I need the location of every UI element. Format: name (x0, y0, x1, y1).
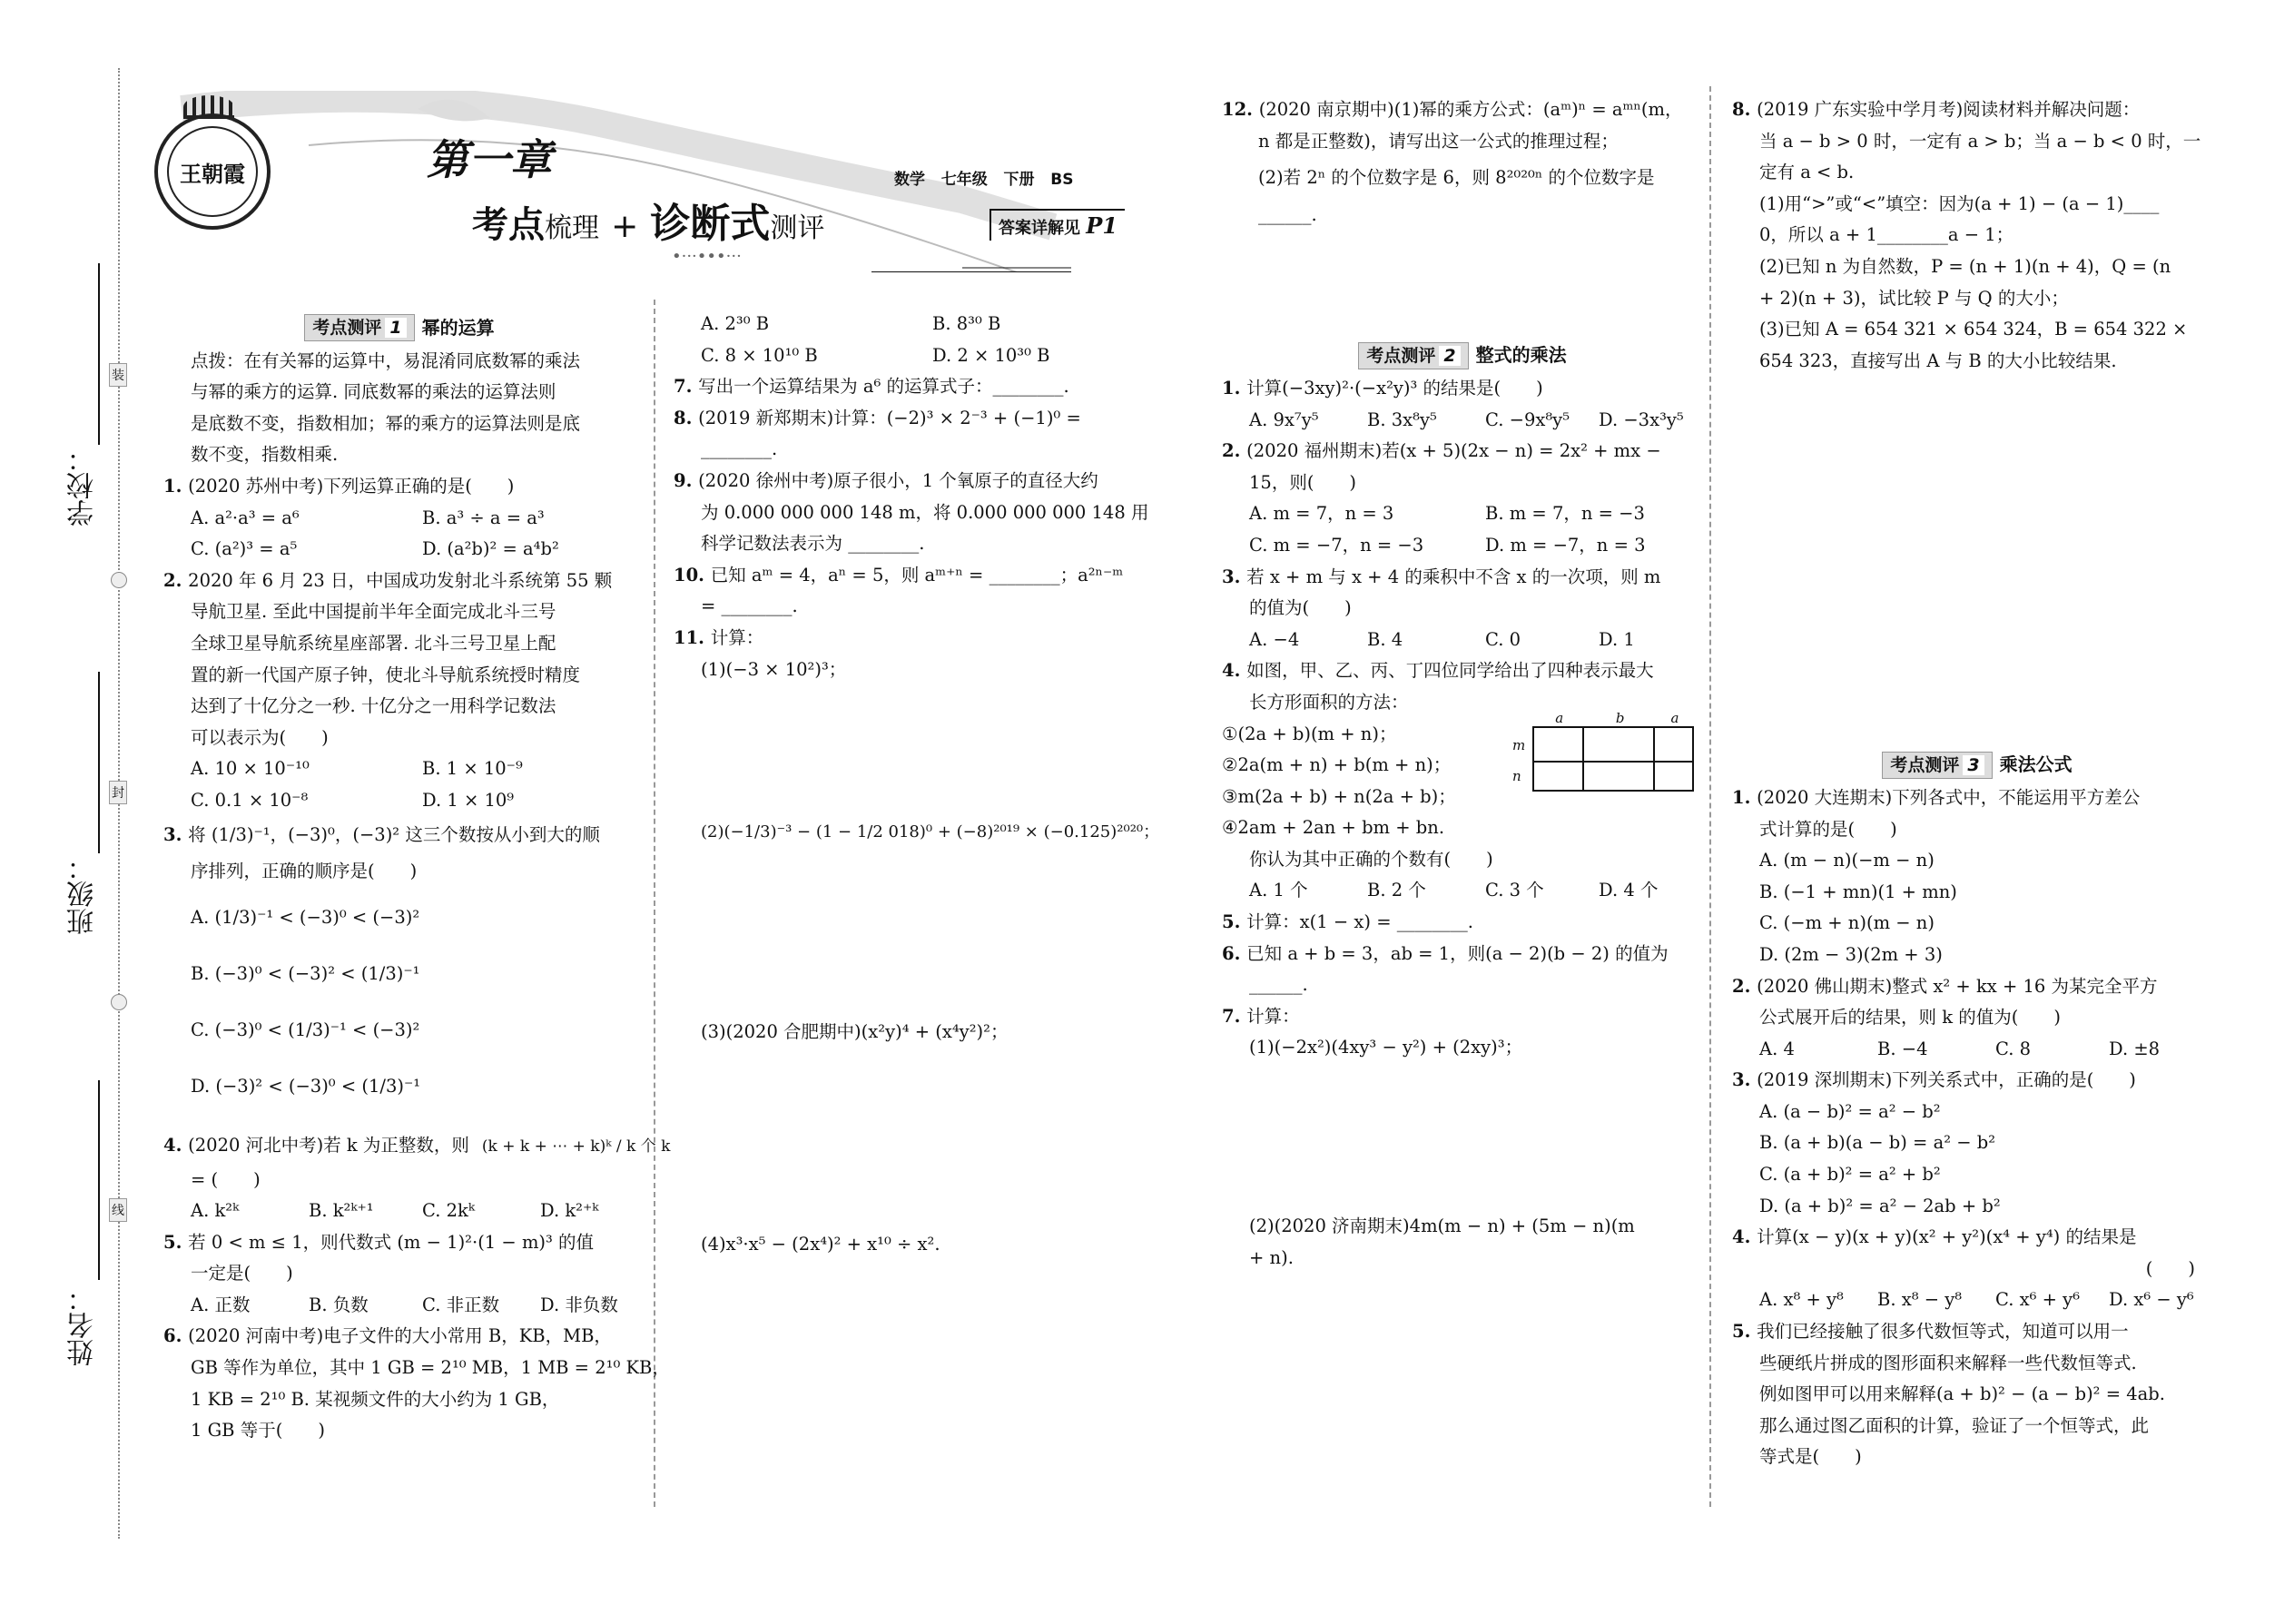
option[interactable]: A. (1/3)⁻¹ < (−3)⁰ < (−3)² (191, 906, 420, 928)
binding-seal-3: 线 (109, 1198, 127, 1222)
column-1 (163, 310, 671, 1447)
logo-badge (154, 113, 271, 230)
fraction-expression: (k + k + ⋯ + k)ᵏ / k 个 k (481, 1137, 671, 1156)
sub-question-2: (2)(2020 济南期末)4m(m − n) + (5m − n)(m (1249, 1216, 1635, 1237)
option[interactable]: D. 4 个 (1599, 880, 1659, 901)
option[interactable]: A. (a − b)² = a² − b² (1759, 1100, 1941, 1122)
question-4: 4. 如图，甲、乙、丙、丁四位同学给出了四种表示最大 长方形面积的方法： ①(2a + b)(m + n)； ②2a(m + n) + b(m + n)； ③m(2a + b) + n(2a + b)； ④2am + 2an + bm + bn. 你认为其中正确的个数有( ) A. 1 个 B. 2 个 C. 3 个 D. 4 个 a b a m n (1222, 655, 1703, 907)
option[interactable]: C. −9x⁸y⁵ (1485, 408, 1570, 430)
question-5: 5. 若 0 < m ≤ 1，则代数式 (m − 1)²·(1 − m)³ 的值 一定是( ) A. 正数 B. 负数 C. 非正数 D. 非负数 (163, 1227, 635, 1322)
question-5: 5. 我们已经接触了很多代数恒等式，知道可以用一 些硬纸片拼成的图形面积来解释一些代数恒等式. 例如图甲可以用来解释(a + b)² − (a − b)² = 4ab. 那么通过图乙面积的计算，验证了一个恒等式，此 等式是( ) (1732, 1321, 2165, 1468)
question-2: 2. (2020 福州期末)若(x + 5)(2x − n) = 2x² + mx − 15，则( ) A. m = 7，n = 3 B. m = 7，n = −3 C. m = −7，n = −3 D. m = −7，n = 3 (1222, 436, 1703, 561)
option[interactable]: B. 8³⁰ B (932, 313, 1001, 334)
option[interactable]: C. (a²)³ = a⁵ (191, 538, 298, 560)
figure-label-a: a (1670, 710, 1679, 727)
question-3: 3. 若 x + m 与 x + 4 的乘积中不含 x 的一次项，则 m 的值为( ) A. −4 B. 4 C. 0 D. 1 (1222, 562, 1703, 656)
binding-hole-1 (111, 572, 127, 588)
option[interactable]: D. ±8 (2109, 1038, 2161, 1059)
question-7: 7. 计算： (1)(−2x²)(4xy³ − y²) + (2xy)³； (2)(2020 济南期末)4m(m − n) + (5m − n)(m + n). (1222, 1001, 1703, 1274)
section-tag: 考点测评 1 (304, 314, 414, 341)
question-3: 3. (2019 深圳期末)下列关系式中，正确的是( ) A. (a − b)² = a² − b² B. (a + b)(a − b) = a² − b² C. (a + b)² = a² + b² D. (a + b)² = a² − 2ab + b² (1732, 1065, 2222, 1222)
figure-label-n: n (1512, 768, 1521, 785)
figure-label-a: a (1555, 710, 1564, 727)
option[interactable]: C. (a + b)² = a² + b² (1759, 1164, 1941, 1186)
section-heading-3 (1732, 749, 2222, 781)
figure-label-m: m (1512, 737, 1526, 754)
logo-text: 王朝霞 (180, 160, 245, 187)
option[interactable]: D. (−3)² < (−3)⁰ < (1/3)⁻¹ (191, 1075, 421, 1097)
option[interactable]: A. 10 × 10⁻¹⁰ (191, 758, 310, 780)
section-title: 幂的运算 (421, 317, 495, 339)
question-6: 6. (2020 河南中考)电子文件的大小常用 B，KB，MB， GB 等作为单位，其中 1 GB = 2¹⁰ MB，1 MB = 2¹⁰ KB， 1 KB = 2¹⁰ B. 某视频文件的大小约为 1 GB， 1 GB 等于( ) (163, 1325, 670, 1442)
option[interactable]: A. 9x⁷y⁵ (1249, 408, 1319, 430)
binding-seal-1: 装 (109, 363, 127, 387)
option[interactable]: C. 2kᵏ (422, 1200, 475, 1222)
option[interactable]: A. 1 个 (1249, 880, 1308, 901)
question-5[interactable]: 5. 计算：x(1 − x) = ________. (1222, 911, 1473, 933)
option[interactable]: A. (m − n)(−m − n) (1759, 850, 1935, 871)
section-tag: 考点测评 3 (1882, 752, 1992, 779)
question-2: 2. 2020 年 6 月 23 日，中国成功发射北斗系统第 55 颗 导航卫星. 至此中国提前半年全面完成北斗三号 全球卫星导航系统星座部署. 北斗三号卫星上配 置的新一代国产原子钟，使北斗导航系统授时精度 达到了十亿分之一秒. 十亿分之一用科学记数法 可以表示为( ) A. 10 × 10⁻¹⁰ B. 1 × 10⁻⁹ C. 0.1 × 10⁻⁸ D. 1 × 10⁹ (163, 566, 635, 817)
option[interactable]: D. (2m − 3)(2m + 3) (1759, 943, 1943, 965)
option[interactable]: B. 负数 (309, 1294, 369, 1315)
option[interactable]: C. m = −7，n = −3 (1249, 534, 1424, 556)
binding-seal-2: 封 (109, 781, 127, 804)
sub-question-1: (1)(−2x²)(4xy³ − y²) + (2xy)³； (1249, 1037, 1523, 1058)
chapter-title: 第一章 (427, 135, 552, 184)
question-6[interactable]: 6. 已知 a + b = 3，ab = 1，则(a − 2)(b − 2) 的值为 ______. (1222, 942, 1669, 996)
option[interactable]: D. 1 × 10⁹ (422, 789, 515, 811)
name-label: 姓名： (67, 1284, 99, 1366)
option[interactable]: A. m = 7，n = 3 (1249, 503, 1394, 525)
section-title: 乘法公式 (1999, 753, 2072, 776)
column-2 (674, 309, 1160, 1261)
option[interactable]: B. (−3)⁰ < (−3)² < (1/3)⁻¹ (191, 962, 420, 984)
option[interactable]: A. k²ᵏ (191, 1200, 240, 1222)
logo-crown-icon (183, 95, 234, 119)
option[interactable]: B. a³ ÷ a = a³ (422, 507, 545, 528)
school-label: 学校： (67, 445, 99, 527)
question-4: 4. 计算(x − y)(x + y)(x² + y²)(x⁴ + y⁴) 的结果是 ( ) A. x⁸ + y⁸ B. x⁸ − y⁸ C. x⁶ + y⁶ D. x⁶ − y⁶ (1732, 1222, 2222, 1316)
option[interactable]: D. x⁶ − y⁶ (2109, 1289, 2194, 1311)
option[interactable]: B. 1 × 10⁻⁹ (422, 758, 523, 780)
question-1: 1. (2020 大连期末)下列各式中，不能运用平方差公 式计算的是( ) A. (m − n)(−m − n) B. (−1 + mn)(1 + mn) C. (−m + n)(m − n) D. (2m − 3)(2m + 3) (1732, 782, 2222, 971)
option[interactable]: B. m = 7，n = −3 (1485, 503, 1645, 525)
option[interactable]: B. 2 个 (1367, 880, 1426, 901)
option[interactable]: D. −3x³y⁵ (1599, 408, 1684, 430)
option[interactable]: B. 4 (1367, 628, 1403, 650)
question-2: 2. (2020 佛山期末)整式 x² + kx + 16 为某完全平方 公式展开后的结果，则 k 的值为( ) A. 4 B. −4 C. 8 D. ±8 (1732, 971, 2222, 1066)
column-3 (1222, 94, 1703, 1274)
figure-label-b: b (1615, 710, 1625, 727)
option[interactable]: A. x⁸ + y⁸ (1759, 1289, 1844, 1311)
option[interactable]: B. 3x⁸y⁵ (1367, 408, 1437, 430)
option[interactable]: D. 1 (1599, 628, 1635, 650)
option[interactable]: D. m = −7，n = 3 (1485, 534, 1646, 556)
option[interactable]: A. 正数 (191, 1294, 251, 1315)
section-tag: 考点测评 2 (1358, 342, 1468, 369)
option[interactable]: C. (−m + n)(m − n) (1759, 912, 1935, 934)
question-12[interactable]: 12. (2020 南京期中)(1)幂的乘方公式：(aᵐ)ⁿ = aᵐⁿ(m， n 都是正整数)，请写出这一公式的推理过程； (2)若 2ⁿ 的个位数字是 6，则 8²⁰²⁰ⁿ 的个位数字是 ______. (1222, 99, 1683, 225)
option[interactable]: B. (−1 + mn)(1 + mn) (1759, 881, 1957, 902)
option[interactable]: D. 非负数 (540, 1294, 618, 1315)
option[interactable]: B. x⁸ − y⁸ (1877, 1289, 1963, 1311)
question-10[interactable]: 10. 已知 aᵐ = 4，aⁿ = 5，则 aᵐ⁺ⁿ = ________；a²ⁿ⁻ᵐ = ________. (674, 564, 1124, 617)
option[interactable]: C. 非正数 (422, 1294, 500, 1315)
section-heading-1 (163, 312, 635, 344)
option[interactable]: D. 2 × 10³⁰ B (932, 344, 1050, 366)
option[interactable]: C. 8 (1995, 1038, 2032, 1059)
question-1: 1. (2020 苏州中考)下列运算正确的是( ) A. a²·a³ = a⁶ B. a³ ÷ a = a³ C. (a²)³ = a⁵ D. (a²b)² = a⁴b² (163, 471, 635, 566)
question-8[interactable]: 8. (2019 新郑期末)计算：(−2)³ × 2⁻³ + (−1)⁰ = ________. (674, 407, 1081, 460)
column-separator-2 (1709, 86, 1711, 1507)
question-7[interactable]: 7. 写出一个运算结果为 a⁶ 的运算式子：________. (674, 376, 1069, 398)
option[interactable]: D. (a²b)² = a⁴b² (422, 538, 559, 560)
option[interactable]: A. 4 (1759, 1038, 1795, 1059)
figure-grid (1532, 726, 1694, 792)
question-9[interactable]: 9. (2020 徐州中考)原子很小，1 个氧原子的直径大约 为 0.000 000 000 148 m，将 0.000 000 000 148 用 科学记数法表示为 ________. (674, 469, 1149, 555)
option[interactable]: C. (−3)⁰ < (1/3)⁻¹ < (−3)² (191, 1019, 420, 1040)
option[interactable]: C. x⁶ + y⁶ (1995, 1289, 2081, 1311)
header-subtitle: 考点梳理 + 诊断式测评 (472, 201, 825, 247)
header-dots-decoration: •···•••··· (672, 247, 742, 266)
column-4 (1732, 94, 2222, 1473)
option[interactable]: C. 8 × 10¹⁰ B (701, 344, 818, 366)
question-4: 4. (2020 河北中考)若 k 为正整数，则 (k + k + ⋯ + k)ᵏ / k 个 k = ( ) A. k²ᵏ B. k²ᵏ⁺¹ C. 2kᵏ D. k²⁺ᵏ (163, 1127, 635, 1227)
option[interactable]: D. (a + b)² = a² − 2ab + b² (1759, 1195, 2001, 1216)
option[interactable]: A. a²·a³ = a⁶ (191, 507, 300, 528)
option[interactable]: A. −4 (1249, 628, 1300, 650)
question-8[interactable]: 8. (2019 广东实验中学月考)阅读材料并解决问题： 当 a − b > 0 时，一定有 a > b；当 a − b < 0 时，一 定有 a < b. (1)用“>”或“<”填空：因为(a + 1) − (a − 1)____ 0，所以 a + 1________a − 1； (2)已知 n 为自然数，P = (n + 1)(n + 4)，Q = (n + 2)(n + 3)，试比较 P 与 Q 的大小； (3)已知 A = 654 321 × 654 324，B = 654 322 × 654 323，直接写出 A 与 B 的大小比较结果. (1732, 99, 2201, 371)
option[interactable]: B. −4 (1877, 1038, 1928, 1059)
option[interactable]: C. 0.1 × 10⁻⁸ (191, 789, 309, 811)
question-3: 3. 将 (1/3)⁻¹，(−3)⁰，(−3)² 这三个数按从小到大的顺 序排列，正确的顺序是( ) A. (1/3)⁻¹ < (−3)⁰ < (−3)² B. (−3)⁰ < (−3)² < (1/3)⁻¹ C. (−3)⁰ < (1/3)⁻¹ < (−3)² D. (−3)² < (−3)⁰ < (1/3)⁻¹ (163, 817, 635, 1115)
sub-question-1: (1)(−3 × 10²)³； (701, 658, 847, 680)
option[interactable]: C. 3 个 (1485, 880, 1544, 901)
option[interactable]: B. (a + b)(a − b) = a² − b² (1759, 1132, 1996, 1154)
class-label: 班级： (67, 853, 99, 935)
option[interactable]: C. 0 (1485, 628, 1521, 650)
section-heading-2 (1222, 340, 1703, 371)
header-banner (145, 91, 1118, 272)
tip-paragraph: 点拨：在有关幂的运算中，易混淆同底数幂的乘法 与幂的乘方的运算. 同底数幂的乘法的运算法则 是底数不变，指数相加；幂的乘方的运算法则是底 数不变，指数相乘. (191, 349, 581, 466)
sub-question-2: (2)(−1/3)⁻³ − (1 − 1/2 018)⁰ + (−8)²⁰¹⁹ × (−0.125)²⁰²⁰； (701, 822, 1160, 842)
sub-question-3: (3)(2020 合肥期中)(x²y)⁴ + (x⁴y²)²； (701, 1020, 1009, 1042)
header-meta: 数学 七年级 下册 BS (894, 171, 1074, 189)
option[interactable]: D. k²⁺ᵏ (540, 1200, 599, 1222)
binding-hole-2 (111, 994, 127, 1010)
question-11: 11. 计算： (1)(−3 × 10²)³； (2)(−1/3)⁻³ − (1 − 1/2 018)⁰ + (−8)²⁰¹⁹ × (−0.125)²⁰²⁰； (3)(2020 合肥期中)(x²y)⁴ + (x⁴y²)²； (4)x³·x⁵ − (2x⁴)² + x¹⁰ ÷ x². (674, 623, 1155, 1261)
question-6-options (674, 309, 1155, 371)
sub-question-4: (4)x³·x⁵ − (2x⁴)² + x¹⁰ ÷ x². (701, 1234, 940, 1255)
option[interactable]: A. 2³⁰ B (701, 313, 770, 334)
option[interactable]: B. k²ᵏ⁺¹ (309, 1200, 374, 1222)
question-1: 1. 计算(−3xy)²·(−x²y)³ 的结果是( ) A. 9x⁷y⁵ B. 3x⁸y⁵ C. −9x⁸y⁵ D. −3x³y⁵ (1222, 373, 1703, 436)
column-separator-1 (654, 300, 655, 1507)
section-title: 整式的乘法 (1475, 344, 1567, 367)
rectangle-figure (1512, 710, 1694, 792)
answer-reference: 答案详解见 P1 (989, 209, 1125, 241)
